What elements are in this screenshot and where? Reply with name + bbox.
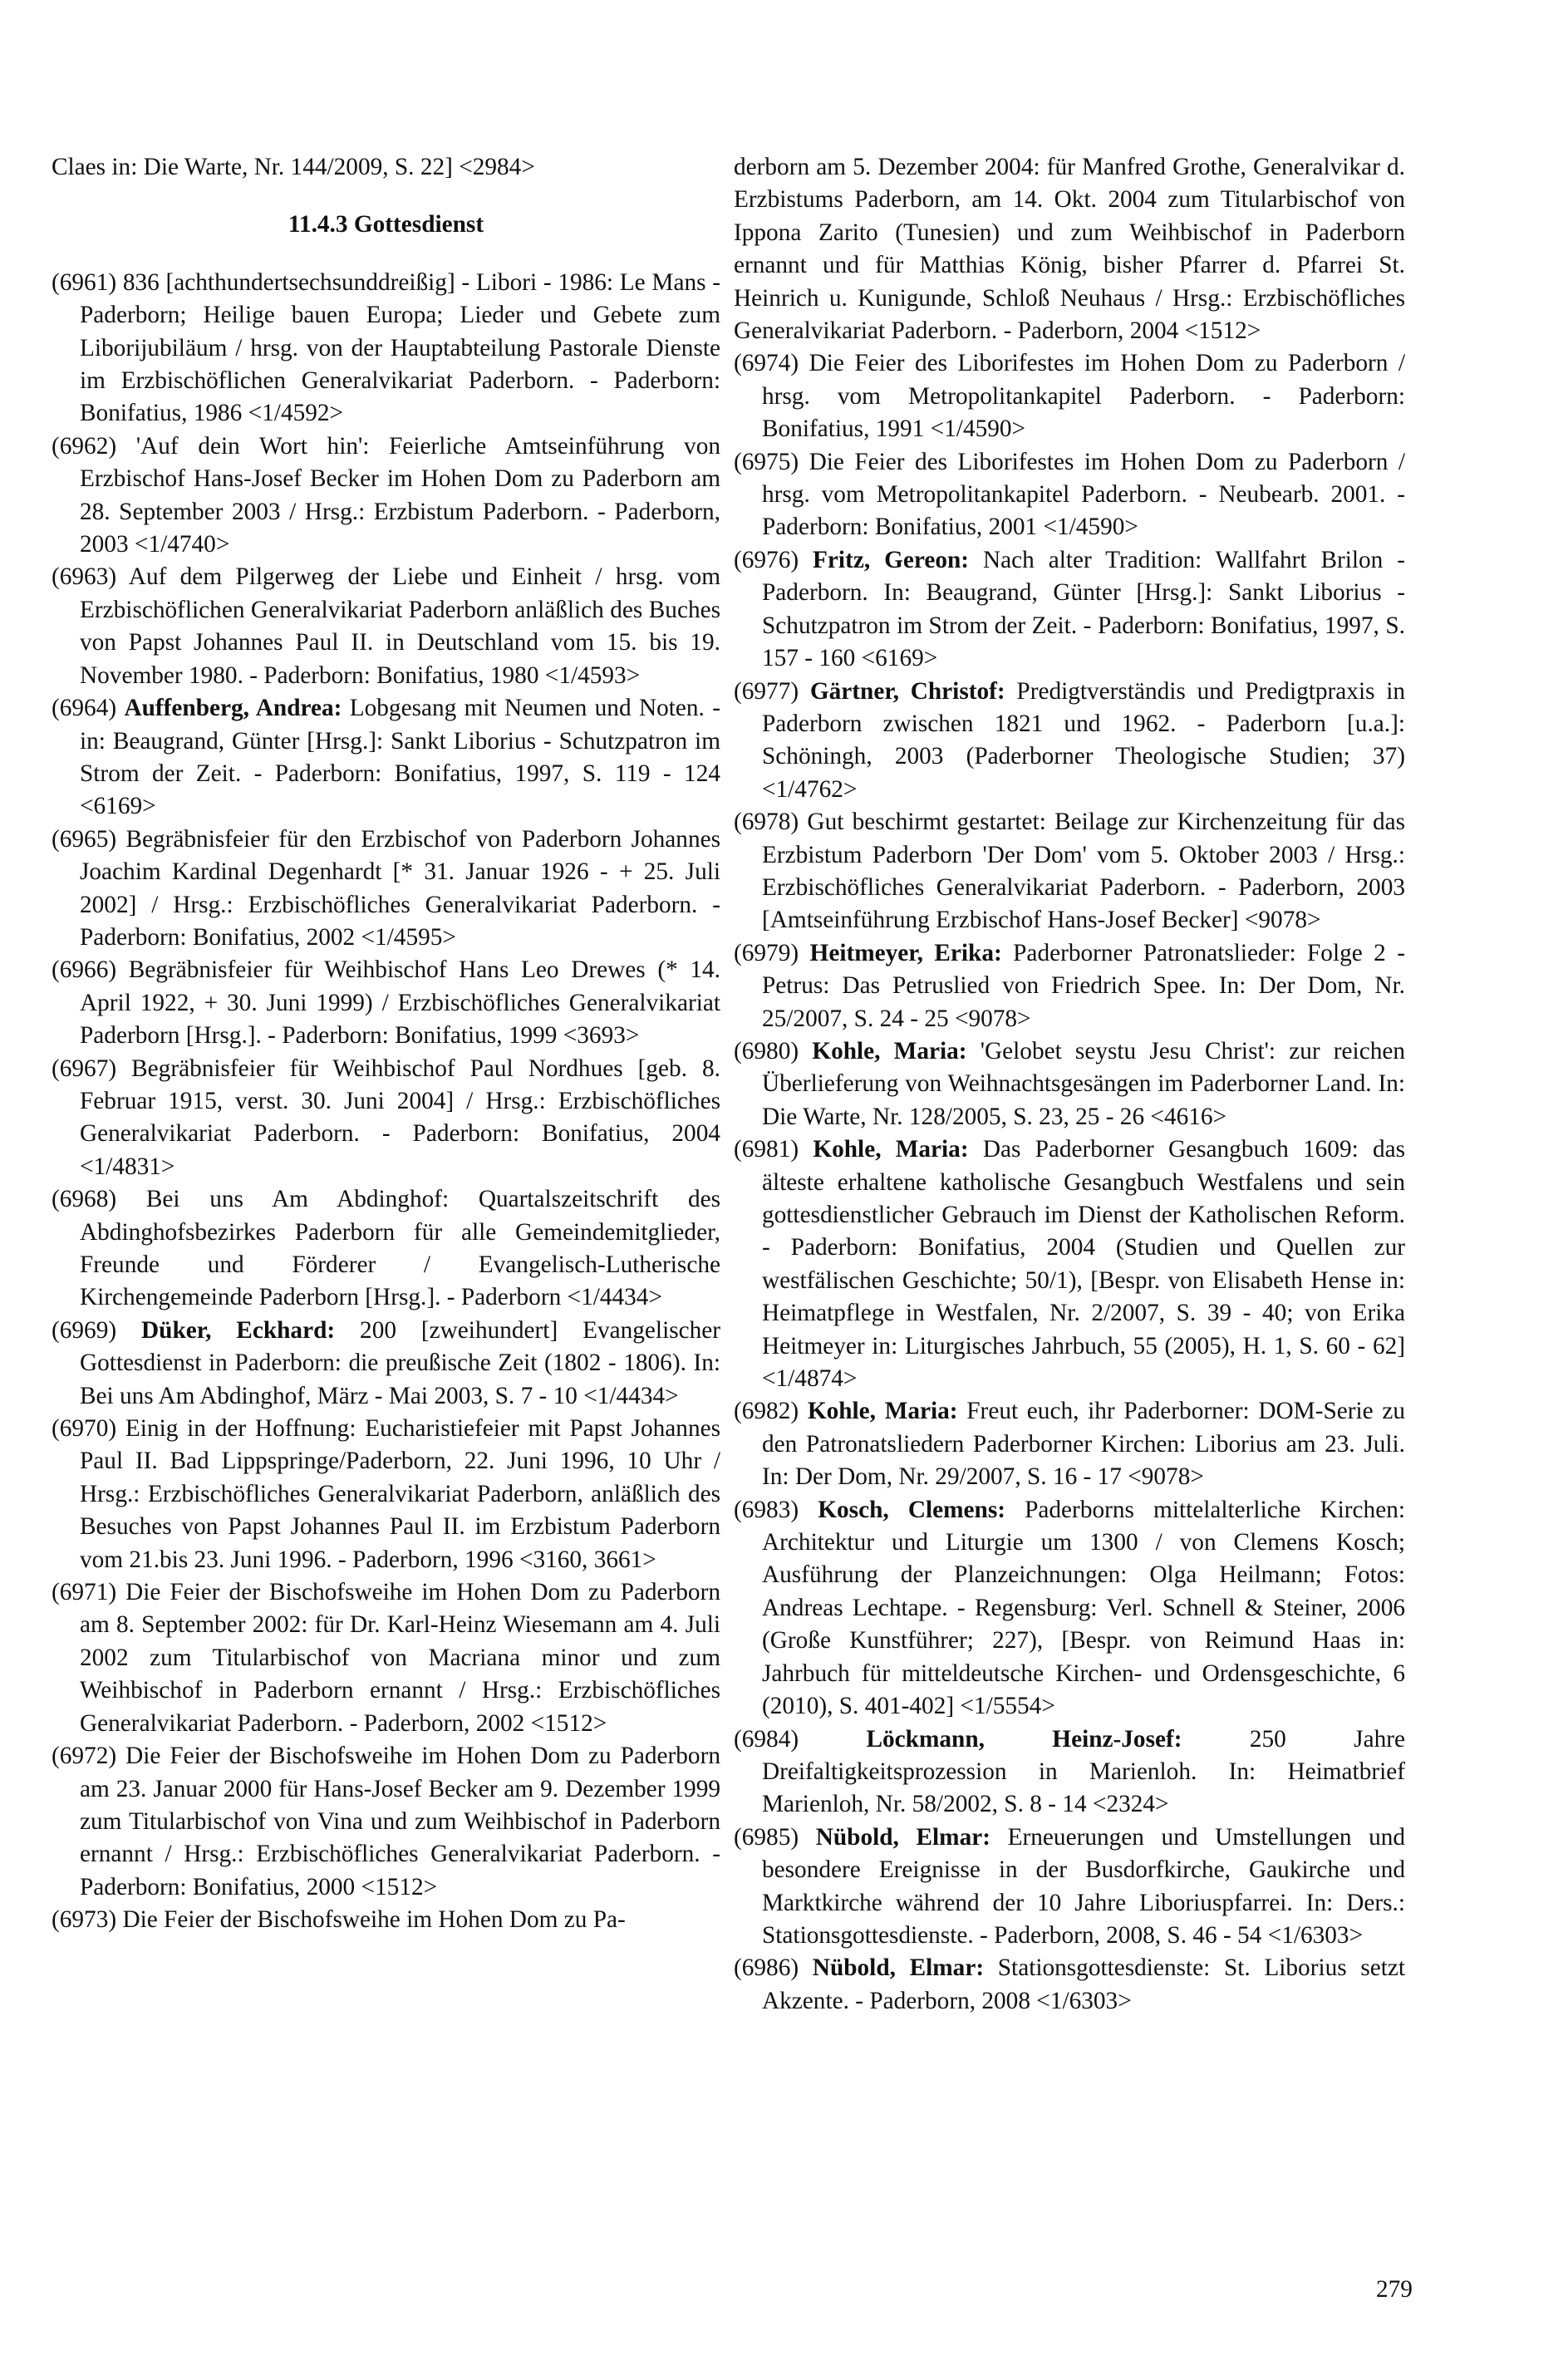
entry-text: Stationsgottesdienste: St. Liborius setzt Akzente. - Paderborn, 2008 <1/6303> bbox=[762, 1954, 1406, 2014]
entry-author: Gärtner, Christof: bbox=[809, 677, 1005, 705]
entry-text: Paderborner Patronatslieder: Folge 2 - Petrus: Das Petruslied von Friedrich Spee. In: Der Dom, Nr. 25/2007, S. 24 - 25 <9078> bbox=[762, 939, 1405, 1032]
entry-number: (6983) bbox=[734, 1496, 799, 1523]
bibliography-entry bbox=[734, 676, 1405, 807]
entry-number: (6976) bbox=[734, 546, 799, 573]
entry-number: (6984) bbox=[734, 1725, 799, 1753]
entry-number: (6963) bbox=[52, 563, 117, 591]
entry-author: Kohle, Maria: bbox=[812, 1037, 967, 1064]
entry-text: Die Feier der Bischofsweihe im Hohen Dom zu Paderborn am 8. September 2002: für Dr. Karl-Heinz Wiesemann am 4. Juli 2002 zum Titularbischof von Macriana minor und zum Weihbischof in Paderborn ernannt / Hrsg.: Erzbischöfliches Generalvikariat Paderborn. - Paderborn, 2002 <1512> bbox=[80, 1579, 720, 1737]
bibliography-entry bbox=[734, 347, 1405, 445]
entry-number: (6975) bbox=[734, 448, 799, 475]
bibliography-entry bbox=[734, 1723, 1405, 1822]
entry-number: (6978) bbox=[734, 809, 799, 836]
entry-text: Begräbnisfeier für den Erzbischof von Paderborn Johannes Joachim Kardinal Degenhardt [* 31. Januar 1926 - + 25. Juli 2002] / Hrsg.: Erzbischöfliches Generalvikariat Paderborn. - Paderborn: Bonifatius, 2002 <1/4595> bbox=[80, 825, 721, 951]
entry-author: Düker, Eckhard: bbox=[141, 1316, 336, 1344]
bibliography-entry bbox=[52, 267, 720, 430]
entry-number: (6969) bbox=[52, 1316, 117, 1344]
entry-number: (6965) bbox=[52, 825, 117, 853]
bibliography-entry bbox=[52, 1053, 720, 1184]
entry-number: (6974) bbox=[734, 350, 799, 377]
entry-number: (6961) bbox=[52, 268, 117, 296]
entry-number: (6986) bbox=[734, 1954, 799, 1982]
bibliography-entry bbox=[734, 544, 1405, 676]
left-carryover-text: Claes in: Die Warte, Nr. 144/2009, S. 22] <2984> bbox=[52, 154, 535, 180]
entry-text: Die Feier der Bischofsweihe im Hohen Dom zu Paderborn am 23. Januar 2000 für Hans-Josef Becker am 9. Dezember 1999 zum Titularbischof von Vina und zum Weihbischof in Paderborn ernannt / Hrsg.: Erzbischöfliches Generalvikariat Paderborn. - Paderborn: Bonifatius, 2000 <1512> bbox=[80, 1743, 720, 1900]
section-heading: 11.4.3 Gottesdienst bbox=[288, 211, 484, 238]
entry-text: Paderborns mittelalterliche Kirchen: Architektur und Liturgie um 1300 / von Clemens Kosch; Ausführung der Planzeichnungen: Olga Heilmann; Fotos: Andreas Lechtape. - Regensburg: Verl. Schnell & Steiner, 2006 (Große Kunstführer; 227), [Bespr. von Reimund Haas in: Jahrbuch für mitteldeutsche Kirchen- und Ordensgeschichte, 6 (2010), S. 401-402] <1/5554> bbox=[762, 1496, 1405, 1720]
entry-number: (6966) bbox=[52, 956, 117, 984]
bibliography-entry bbox=[52, 1183, 720, 1315]
bibliography-entry bbox=[52, 1315, 720, 1413]
entry-author: Nübold, Elmar: bbox=[815, 1823, 990, 1851]
entry-text: 250 Jahre Dreifaltigkeitsprozession in Marienloh. In: Heimatbrief Marienloh, Nr. 58/2002, S. 8 - 14 <2324> bbox=[762, 1725, 1405, 1818]
entry-number: (6980) bbox=[734, 1037, 799, 1064]
entry-text: 'Gelobet seystu Jesu Christ': zur reichen Überlieferung von Weihnachtsgesängen im Paderborner Land. In: Die Warte, Nr. 128/2005, S. 23, 25 - 26 <4616> bbox=[762, 1037, 1405, 1130]
bibliography-entry bbox=[52, 824, 720, 955]
bibliography-entry bbox=[734, 1395, 1405, 1493]
entry-text: Nach alter Tradition: Wallfahrt Brilon - Paderborn. In: Beaugrand, Günter [Hrsg.]: Sankt Liborius - Schutzpatron im Strom der Zeit. - Paderborn: Bonifatius, 1997, S. 157 - 160 <6169> bbox=[762, 546, 1405, 672]
entry-number: (6967) bbox=[52, 1055, 117, 1082]
bibliography-entry bbox=[52, 561, 720, 692]
entry-text: Begräbnisfeier für Weihbischof Hans Leo Drewes (* 14. April 1922, + 30. Juni 1999) / Erzbischöfliches Generalvikariat Paderborn [Hrsg.]. - Paderborn: Bonifatius, 1999 <3693> bbox=[80, 956, 720, 1050]
entry-author: Kohle, Maria: bbox=[807, 1398, 958, 1425]
entry-number: (6979) bbox=[734, 939, 799, 966]
left-entry-list bbox=[52, 267, 720, 1937]
entry-text: Predigtverständis und Predigtpraxis in Paderborn zwischen 1821 und 1962. - Paderborn [u.a.]: Schöningh, 2003 (Paderborner Theologische Studien; 37) <1/4762> bbox=[762, 677, 1406, 803]
bibliography-entry bbox=[52, 1576, 720, 1740]
bibliography-entry bbox=[734, 1133, 1405, 1395]
bibliography-entry bbox=[734, 937, 1405, 1035]
entry-number: (6973) bbox=[52, 1906, 117, 1934]
entry-author: Nübold, Elmar: bbox=[812, 1954, 985, 1982]
entry-text: Auf dem Pilgerweg der Liebe und Einheit / hrsg. vom Erzbischöflichen Generalvikariat Paderborn anläßlich des Buches von Papst Johannes Paul II. in Deutschland vom 15. bis 19. November 1980. - Paderborn: Bonifatius, 1980 <1/4593> bbox=[80, 563, 720, 689]
entry-text: Einig in der Hoffnung: Eucharistiefeier mit Papst Johannes Paul II. Bad Lippspringe/Paderborn, 22. Juni 1996, 10 Uhr / Hrsg.: Erzbischöfliches Generalvikariat Paderborn, anläßlich des Besuches von Papst Johannes Paul II. im Erzbistum Paderborn vom 21.bis 23. Juni 1996. - Paderborn, 1996 <3160, 3661> bbox=[80, 1415, 720, 1573]
entry-text: Die Feier der Bischofsweihe im Hohen Dom zu Pa- bbox=[122, 1906, 626, 1934]
entry-text: Das Paderborner Gesangbuch 1609: das älteste erhaltene katholische Gesangbuch Westfalens und sein gottesdienstlicher Gebrauch im Dienst der Katholischen Reform. - Paderborn: Bonifatius, 2004 (Studien und Quellen zur westfälischen Geschichte; 50/1), [Bespr. von Elisabeth Hense in: Heimatpflege in Westfalen, Nr. 2/2007, S. 39 - 40; von Erika Heitmeyer in: Liturgisches Jahrbuch, 55 (2005), H. 1, S. 60 - 62] <1/4874> bbox=[762, 1136, 1405, 1393]
entry-author: Heitmeyer, Erika: bbox=[809, 939, 1002, 966]
bibliography-entry bbox=[52, 1413, 720, 1576]
entry-author: Kohle, Maria: bbox=[813, 1136, 969, 1163]
entry-number: (6970) bbox=[52, 1415, 117, 1443]
left-column bbox=[52, 151, 720, 1937]
entry-number: (6971) bbox=[52, 1579, 117, 1606]
right-carryover-text: derborn am 5. Dezember 2004: für Manfred Grothe, Generalvikar d. Erzbistums Paderborn, am 14. Okt. 2004 zum Titularbischof von Ippona Zarito (Tunesien) und zum Weihbischof in Paderborn ernannt und für Matthias König, bisher Pfarrer d. Pfarrei St. Heinrich u. Kunigunde, Schloß Neuhaus / Hrsg.: Erzbischöfliches Generalvikariat Paderborn. - Paderborn, 2004 <1512> bbox=[734, 154, 1405, 345]
entry-author: Kosch, Clemens: bbox=[818, 1496, 1005, 1523]
page-number: 279 bbox=[1376, 2276, 1413, 2303]
entry-text: 200 [zweihundert] Evangelischer Gottesdienst in Paderborn: die preußische Zeit (1802 - 1806). In: Bei uns Am Abdinghof, März - Mai 2003, S. 7 - 10 <1/4434> bbox=[80, 1316, 721, 1409]
entry-text: 836 [achthundertsechsunddreißig] - Libori - 1986: Le Mans - Paderborn; Heilige bauen Europa; Lieder und Gebete zum Liborijubiläum / hrsg. von der Hauptabteilung Pastorale Dienste im Erzbischöflichen Generalvikariat Paderborn. - Paderborn: Bonifatius, 1986 <1/4592> bbox=[80, 268, 720, 427]
entry-author: Auffenberg, Andrea: bbox=[124, 695, 342, 722]
bibliography-entry bbox=[52, 954, 720, 1052]
bibliography-entry bbox=[734, 1035, 1405, 1133]
entry-number: (6968) bbox=[52, 1186, 117, 1213]
entry-text: Gut beschirmt gestartet: Beilage zur Kirchenzeitung für das Erzbistum Paderborn 'Der Dom' vom 5. Oktober 2003 / Hrsg.: Erzbischöfliches Generalvikariat Paderborn. - Paderborn, 2003 [Amtseinführung Erzbischof Hans-Josef Becker] <9078> bbox=[762, 809, 1405, 934]
bibliography-entry bbox=[52, 1904, 720, 1936]
entry-text: Erneuerungen und Umstellungen und besondere Ereignisse in der Busdorfkirche, Gaukirche und Marktkirche während der 10 Jahre Liboriuspfarrei. In: Ders.: Stationsgottesdienste. - Paderborn, 2008, S. 46 - 54 <1/6303> bbox=[762, 1823, 1406, 1949]
entry-text: Freut euch, ihr Paderborner: DOM-Serie zu den Patronatsliedern Paderborner Kirchen: Liborius am 23. Juli. In: Der Dom, Nr. 29/2007, S. 16 - 17 <9078> bbox=[762, 1398, 1406, 1491]
entry-author: Fritz, Gereon: bbox=[813, 546, 970, 573]
entry-number: (6962) bbox=[52, 432, 117, 460]
entry-text: Die Feier des Liborifestes im Hohen Dom zu Paderborn / hrsg. vom Metropolitankapitel Paderborn. - Neubearb. 2001. - Paderborn: Bonifatius, 2001 <1/4590> bbox=[762, 448, 1405, 541]
entry-number: (6981) bbox=[734, 1136, 799, 1163]
entry-text: 'Auf dein Wort hin': Feierliche Amtseinführung von Erzbischof Hans-Josef Becker im Hohen Dom zu Paderborn am 28. September 2003 / Hrsg.: Erzbistum Paderborn. - Paderborn, 2003 <1/4740> bbox=[80, 432, 720, 558]
entry-number: (6982) bbox=[734, 1398, 799, 1425]
bibliography-entry bbox=[734, 1494, 1405, 1723]
bibliography-entry bbox=[52, 1740, 720, 1904]
entry-author: Löckmann, Heinz-Josef: bbox=[866, 1725, 1182, 1753]
right-column bbox=[734, 151, 1405, 2018]
right-entry-list bbox=[734, 347, 1405, 2018]
bibliography-entry bbox=[734, 446, 1405, 544]
entry-text: Bei uns Am Abdinghof: Quartalszeitschrift des Abdinghofsbezirkes Paderborn für alle Gemeindemitglieder, Freunde und Förderer / Evangelisch-Lutherische Kirchengemeinde Paderborn [Hrsg.]. - Paderborn <1/4434> bbox=[80, 1186, 720, 1311]
bibliography-entry bbox=[52, 692, 720, 824]
entry-number: (6972) bbox=[52, 1743, 117, 1770]
entry-text: Lobgesang mit Neumen und Noten. - in: Beaugrand, Günter [Hrsg.]: Sankt Liborius - Schutzpatron im Strom der Zeit. - Paderborn: Bonifatius, 1997, S. 119 - 124 <6169> bbox=[80, 695, 720, 820]
entry-number: (6977) bbox=[734, 677, 799, 705]
entry-text: Begräbnisfeier für Weihbischof Paul Nordhues [geb. 8. Februar 1915, verst. 30. Juni 2004] / Hrsg.: Erzbischöfliches Generalvikariat Paderborn. - Paderborn: Bonifatius, 2004 <1/4831> bbox=[80, 1055, 721, 1180]
bibliography-entry bbox=[52, 430, 720, 562]
bibliography-entry bbox=[734, 1822, 1405, 1953]
bibliography-entry bbox=[734, 1952, 1405, 2018]
bibliography-entry bbox=[734, 806, 1405, 937]
entry-number: (6964) bbox=[52, 695, 117, 722]
entry-number: (6985) bbox=[734, 1823, 799, 1851]
entry-text: Die Feier des Liborifestes im Hohen Dom zu Paderborn / hrsg. vom Metropolitankapitel Paderborn. - Paderborn: Bonifatius, 1991 <1/4590> bbox=[762, 350, 1405, 443]
